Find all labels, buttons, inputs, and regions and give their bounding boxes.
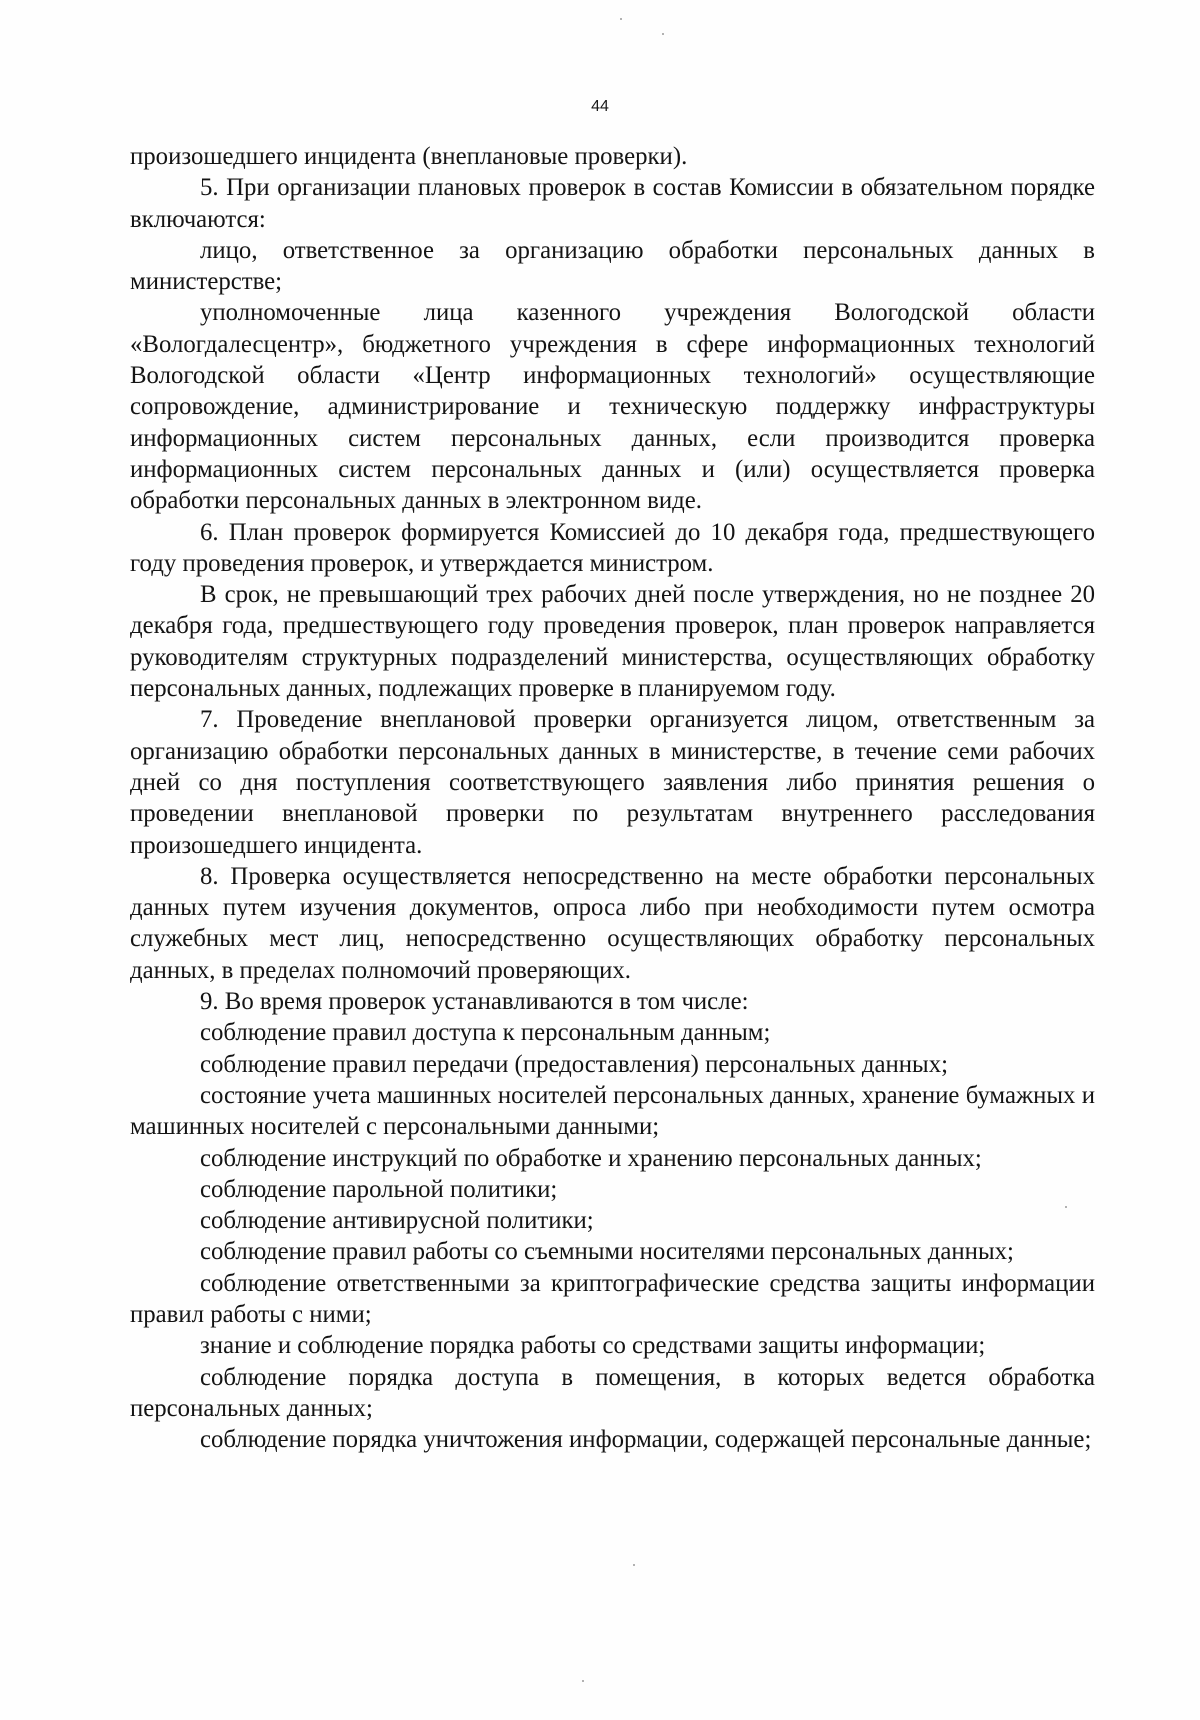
list-item: соблюдение ответственными за криптографические средства защиты информации правил работы с ними; [130,1269,1095,1328]
scan-speck [582,1680,584,1682]
paragraph: лицо, ответственное за организацию обработки персональных данных в министерстве; [130,236,1095,296]
paragraph: В срок, не превышающий трех рабочих дней после утверждения, но не позднее 20 декабря года, предшествующего году проведения проверок, план проверок направляется руководителям структурных подразделений министерства, осуществляющих обработку персональных данных, подлежащих проверке в планируемом году. [130,581,1095,703]
paragraph: 8. Проверка осуществляется непосредственно на месте обработки персональных данных путем изучения документов, опроса либо при необходимости путем осмотра служебных мест лиц, непосредственно осуществляющих обработку персональных данных, в пределах полномочий проверяющих. [130,862,1095,984]
scan-speck [662,33,664,35]
paragraph: произошедшего инцидента (внеплановые проверки). [130,143,688,170]
paragraph: 7. Проведение внеплановой проверки организуется лицом, ответственным за организацию обработки персональных данных в министерстве, в течение семи рабочих дней со дня поступления соответствующего заявления либо принятия решения о проведении внеплановой проверки по результатам внутреннего расследования произошедшего инцидента. [130,706,1095,859]
scan-speck [1065,1206,1067,1208]
list-item: соблюдение порядка доступа в помещения, в которых ведется обработка персональных данных; [130,1363,1095,1422]
scan-speck [633,1564,635,1566]
list-item: соблюдение антивирусной политики; [200,1207,594,1235]
document-body [130,141,1095,1455]
list-item: соблюдение парольной политики; [200,1175,558,1203]
paragraph: 6. План проверок формируется Комиссией до 10 декабря года, предшествующего году проведения проверок, и утверждается министром. [130,518,1095,577]
scan-speck [620,18,622,20]
list-item: знание и соблюдение порядка работы со средствами защиты информации; [200,1332,986,1360]
list-item: соблюдение порядка уничтожения информации, содержащей персональные данные; [200,1426,1092,1454]
list-item: соблюдение инструкций по обработке и хранению персональных данных; [200,1144,982,1172]
paragraph: уполномоченные лица казенного учреждения Вологодской области «Вологдалесцентр», бюджетного учреждения в сфере информационных технологий Вологодской области «Центр информационных технологий» осуществляющие сопровождение, администрирование и техническую поддержку инфраструктуры информационных систем персональных данных, если производится проверка информационных систем персональных данных и (или) осуществляется проверка обработки персональных данных в электронном виде. [130,299,1095,515]
paragraph: 5. При организации плановых проверок в состав Комиссии в обязательном порядке включаются: [130,174,1095,233]
paragraph: 9. Во время проверок устанавливаются в том числе: [200,988,749,1016]
list-item: соблюдение правил работы со съемными носителями персональных данных; [200,1238,1014,1266]
list-item: соблюдение правил доступа к персональным данным; [200,1019,771,1047]
list-item: состояние учета машинных носителей персональных данных, хранение бумажных и машинных носителей с персональными данными; [130,1081,1095,1141]
page-number: 44 [591,98,609,115]
list-item: соблюдение правил передачи (предоставления) персональных данных; [200,1050,949,1078]
